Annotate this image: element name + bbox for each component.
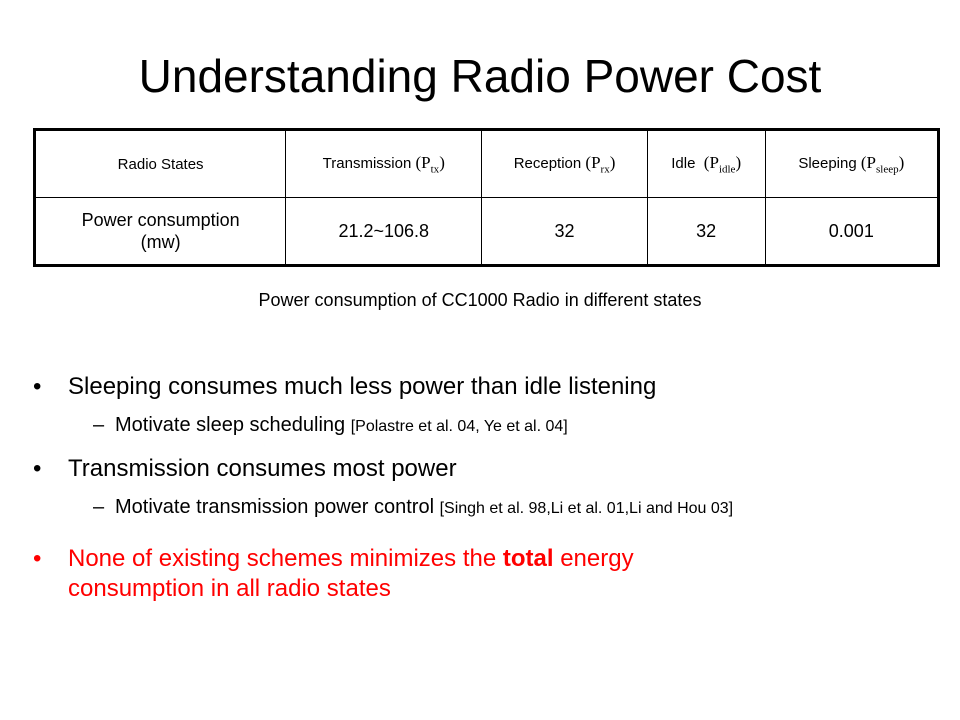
row-label-line1: Power consumption (81, 210, 240, 230)
sleep-symbol-sub: sleep (876, 163, 899, 176)
bullet-icon: • (33, 455, 42, 482)
header-transmission (286, 130, 482, 198)
table-row (35, 198, 939, 266)
sleep-symbol-letter: P (866, 152, 877, 172)
table-header-row (35, 130, 939, 198)
sub-bullet-text-sleep-scheduling: Motivate sleep scheduling (115, 414, 346, 436)
idle-symbol-letter: P (709, 152, 719, 172)
sub-bullet-content (115, 494, 733, 522)
citation-power-control: [Singh et al. 98,Li et al. 01,Li and Hou 03] (439, 500, 734, 517)
tx-symbol-sub: tx (430, 163, 440, 176)
tx-symbol-letter: P (421, 152, 431, 172)
bullet-text-bold-total: total (502, 545, 554, 572)
bullet-text-part-after: energy (560, 545, 634, 572)
tx-symbol: $(P_{tx})$ (415, 152, 445, 176)
sleep-symbol: $(P_{sleep})$ (860, 152, 905, 176)
bullet-text-transmission: Transmission consumes most power (68, 455, 457, 482)
slide-title: Understanding Radio Power Cost (138, 50, 822, 102)
rx-symbol-letter: P (591, 152, 601, 172)
sub-bullet-content (115, 412, 568, 440)
cell-rx-value: 32 (482, 198, 647, 266)
bullet-text-part-before: None of existing schemes minimizes the (68, 545, 497, 572)
dash-icon: – (93, 414, 105, 436)
header-reception (482, 130, 647, 198)
cell-sleep-value: 0.001 (765, 198, 938, 266)
header-idle (647, 130, 765, 198)
row-label-power-consumption (35, 198, 286, 266)
idle-symbol: $(P_{idle})$ (703, 152, 742, 176)
bullet-text-sleeping: Sleeping consumes much less power than idle listening (68, 373, 657, 400)
header-reception-label: Reception (513, 154, 582, 172)
citation-sleep-scheduling: [Polastre et al. 04, Ye et al. 04] (350, 418, 568, 435)
header-radio-states (35, 130, 286, 198)
header-sleeping-label: Sleeping (798, 154, 857, 172)
bullet-text-total-energy (68, 544, 940, 604)
header-sleeping (765, 130, 938, 198)
rx-symbol-sub: rx (600, 163, 610, 176)
cell-tx-value: 21.2~106.8 (286, 198, 482, 266)
idle-symbol-sub: idle (718, 163, 736, 176)
row-label-line2: (mw) (140, 232, 181, 252)
radio-power-table (33, 128, 940, 267)
header-radio-states-label: Radio States (117, 155, 204, 173)
sub-bullet-text-power-control: Motivate transmission power control (115, 496, 435, 518)
dash-icon: – (93, 496, 105, 518)
cell-idle-value: 32 (647, 198, 765, 266)
rx-symbol: $(P_{rx})$ (585, 152, 616, 176)
bullet-text-line2: consumption in all radio states (68, 575, 391, 602)
header-idle-label: Idle (671, 154, 696, 172)
table-caption: Power consumption of CC1000 Radio in different states (258, 290, 702, 310)
bullet-icon: • (33, 545, 42, 572)
header-transmission-label: Transmission (322, 154, 412, 172)
bullet-icon: • (33, 373, 42, 400)
